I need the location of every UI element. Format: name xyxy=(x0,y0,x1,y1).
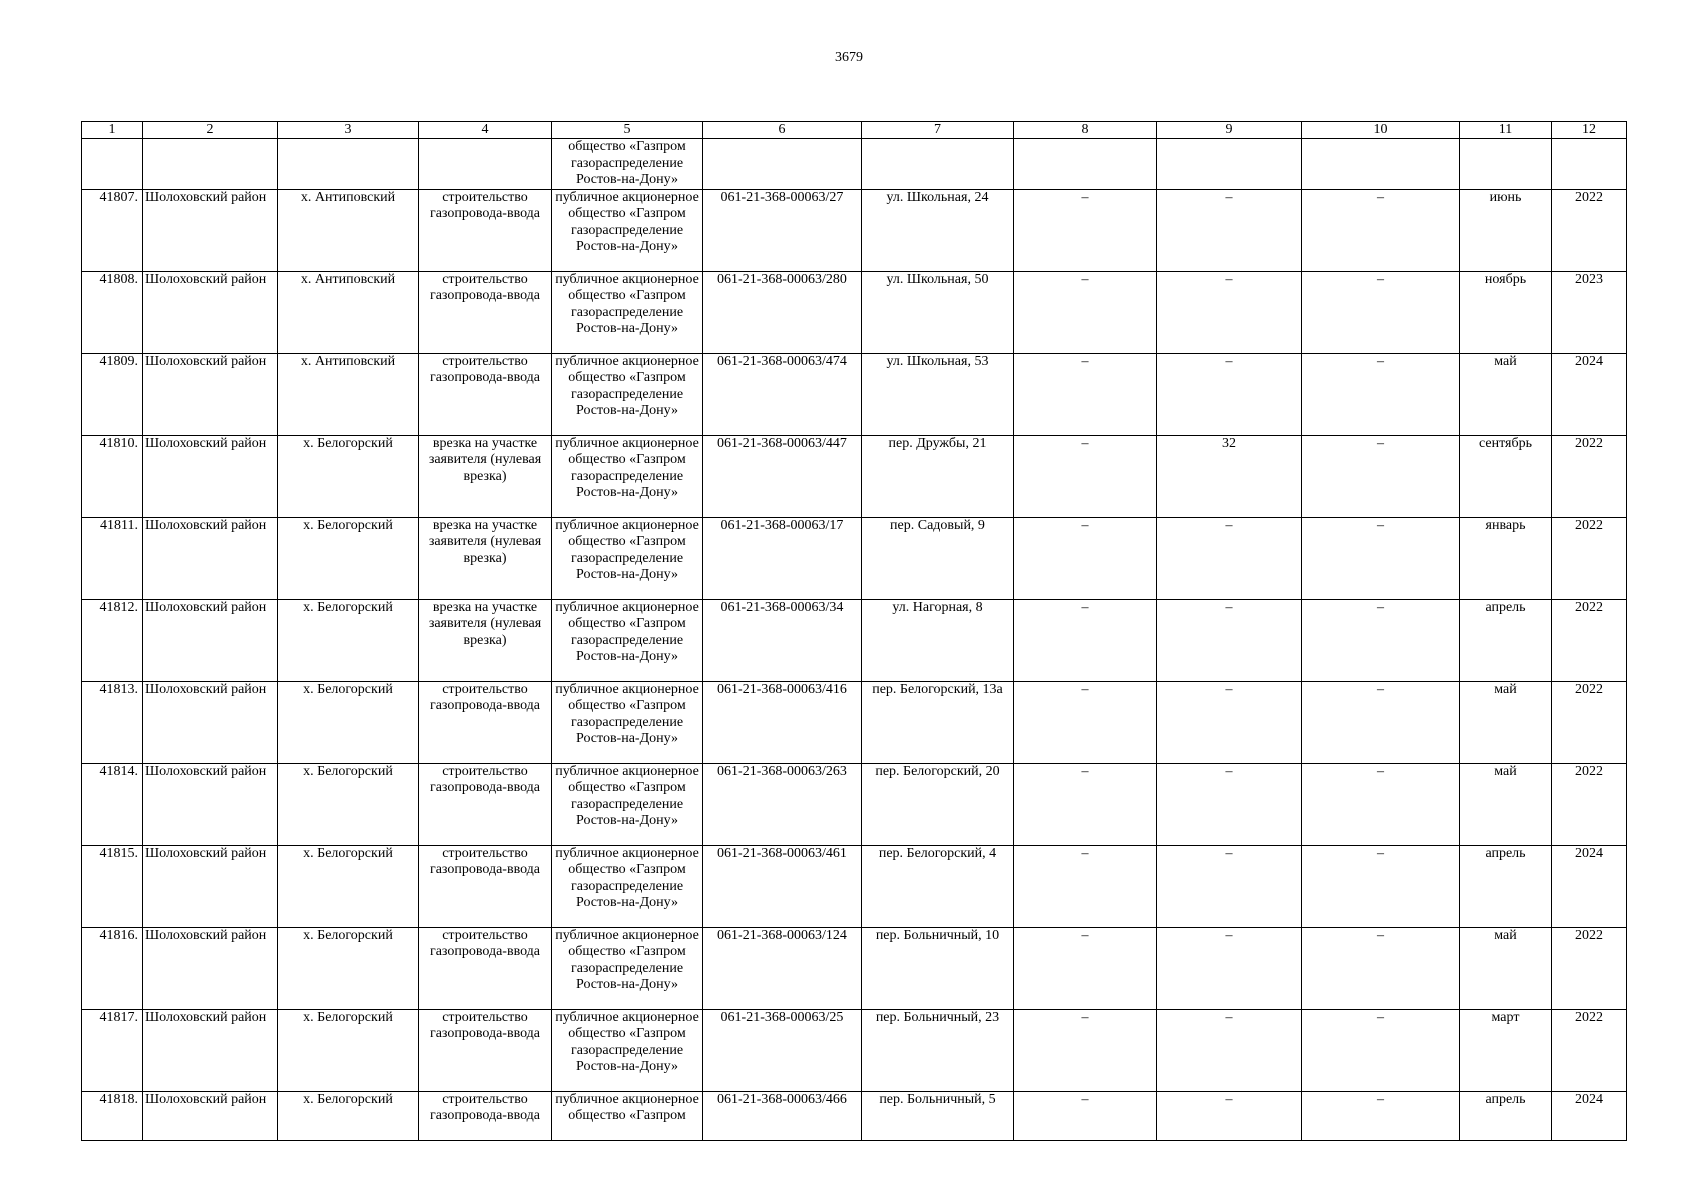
work-type-cell: строительство газопровода-ввода xyxy=(419,1009,552,1091)
table-row xyxy=(82,927,1627,1009)
work-type-cell: строительство газопровода-ввода xyxy=(419,189,552,271)
column-header: 2 xyxy=(143,122,278,139)
table-cell xyxy=(1157,139,1302,190)
table-row xyxy=(82,517,1627,599)
column-10-cell: – xyxy=(1302,1091,1460,1140)
column-header: 10 xyxy=(1302,122,1460,139)
address-cell: пер. Больничный, 23 xyxy=(862,1009,1014,1091)
table-cell xyxy=(1460,139,1552,190)
district-cell: Шолоховский район xyxy=(143,927,278,1009)
address-cell: ул. Школьная, 53 xyxy=(862,353,1014,435)
column-8-cell: – xyxy=(1014,435,1157,517)
column-8-cell: – xyxy=(1014,1009,1157,1091)
column-8-cell: – xyxy=(1014,681,1157,763)
table-row xyxy=(82,1009,1627,1091)
locality-cell: х. Белогорский xyxy=(278,435,419,517)
table-row xyxy=(82,763,1627,845)
address-cell: ул. Школьная, 50 xyxy=(862,271,1014,353)
table-body xyxy=(82,122,1627,1141)
table-cell xyxy=(1014,139,1157,190)
work-type-cell: врезка на участке заявителя (нулевая врезка) xyxy=(419,599,552,681)
table-row xyxy=(82,599,1627,681)
organization-cell: публичное акционерное общество «Газпром газораспределение Ростов-на-Дону» xyxy=(552,189,703,271)
address-cell: пер. Белогорский, 20 xyxy=(862,763,1014,845)
column-10-cell: – xyxy=(1302,763,1460,845)
code-cell: 061-21-368-00063/280 xyxy=(703,271,862,353)
column-number-row xyxy=(82,122,1627,139)
district-cell: Шолоховский район xyxy=(143,845,278,927)
column-8-cell: – xyxy=(1014,189,1157,271)
district-cell: Шолоховский район xyxy=(143,353,278,435)
column-8-cell: – xyxy=(1014,845,1157,927)
year-cell: 2022 xyxy=(1552,435,1627,517)
column-8-cell: – xyxy=(1014,271,1157,353)
organization-cell: публичное акционерное общество «Газпром газораспределение Ростов-на-Дону» xyxy=(552,353,703,435)
code-cell: 061-21-368-00063/25 xyxy=(703,1009,862,1091)
code-cell: 061-21-368-00063/466 xyxy=(703,1091,862,1140)
month-cell: май xyxy=(1460,763,1552,845)
year-cell: 2023 xyxy=(1552,271,1627,353)
work-type-cell: строительство газопровода-ввода xyxy=(419,763,552,845)
work-type-cell: врезка на участке заявителя (нулевая врезка) xyxy=(419,435,552,517)
year-cell: 2022 xyxy=(1552,927,1627,1009)
table-cell xyxy=(143,139,278,190)
code-cell: 061-21-368-00063/17 xyxy=(703,517,862,599)
address-cell: ул. Нагорная, 8 xyxy=(862,599,1014,681)
column-9-cell: – xyxy=(1157,763,1302,845)
column-header: 8 xyxy=(1014,122,1157,139)
column-header: 1 xyxy=(82,122,143,139)
column-8-cell: – xyxy=(1014,599,1157,681)
address-cell: пер. Больничный, 10 xyxy=(862,927,1014,1009)
code-cell: 061-21-368-00063/263 xyxy=(703,763,862,845)
locality-cell: х. Белогорский xyxy=(278,927,419,1009)
column-header: 3 xyxy=(278,122,419,139)
row-number: 41810. xyxy=(82,435,143,517)
month-cell: май xyxy=(1460,353,1552,435)
continuation-row xyxy=(82,139,1627,190)
district-cell: Шолоховский район xyxy=(143,189,278,271)
code-cell: 061-21-368-00063/461 xyxy=(703,845,862,927)
column-header: 7 xyxy=(862,122,1014,139)
code-cell: 061-21-368-00063/474 xyxy=(703,353,862,435)
table-cell xyxy=(703,139,862,190)
code-cell: 061-21-368-00063/447 xyxy=(703,435,862,517)
month-cell: апрель xyxy=(1460,845,1552,927)
column-10-cell: – xyxy=(1302,189,1460,271)
organization-cell: публичное акционерное общество «Газпром газораспределение Ростов-на-Дону» xyxy=(552,517,703,599)
year-cell: 2022 xyxy=(1552,599,1627,681)
year-cell: 2024 xyxy=(1552,353,1627,435)
month-cell: ноябрь xyxy=(1460,271,1552,353)
work-type-cell: строительство газопровода-ввода xyxy=(419,681,552,763)
table-cell: общество «Газпром газораспределение Ростов-на-Дону» xyxy=(552,139,703,190)
locality-cell: х. Антиповский xyxy=(278,271,419,353)
address-cell: пер. Садовый, 9 xyxy=(862,517,1014,599)
table-cell xyxy=(862,139,1014,190)
month-cell: январь xyxy=(1460,517,1552,599)
column-10-cell: – xyxy=(1302,271,1460,353)
row-number: 41807. xyxy=(82,189,143,271)
work-type-cell: строительство газопровода-ввода xyxy=(419,1091,552,1140)
column-10-cell: – xyxy=(1302,681,1460,763)
code-cell: 061-21-368-00063/27 xyxy=(703,189,862,271)
column-9-cell: – xyxy=(1157,927,1302,1009)
organization-cell: публичное акционерное общество «Газпром газораспределение Ростов-на-Дону» xyxy=(552,681,703,763)
year-cell: 2022 xyxy=(1552,189,1627,271)
row-number: 41818. xyxy=(82,1091,143,1140)
organization-cell: публичное акционерное общество «Газпром газораспределение Ростов-на-Дону» xyxy=(552,927,703,1009)
work-type-cell: строительство газопровода-ввода xyxy=(419,927,552,1009)
district-cell: Шолоховский район xyxy=(143,1091,278,1140)
work-type-cell: врезка на участке заявителя (нулевая врезка) xyxy=(419,517,552,599)
row-number: 41811. xyxy=(82,517,143,599)
row-number: 41808. xyxy=(82,271,143,353)
column-10-cell: – xyxy=(1302,435,1460,517)
column-10-cell: – xyxy=(1302,927,1460,1009)
organization-cell: публичное акционерное общество «Газпром газораспределение Ростов-на-Дону» xyxy=(552,435,703,517)
district-cell: Шолоховский район xyxy=(143,681,278,763)
table-row xyxy=(82,189,1627,271)
month-cell: май xyxy=(1460,927,1552,1009)
table-cell xyxy=(82,139,143,190)
month-cell: май xyxy=(1460,681,1552,763)
organization-cell: публичное акционерное общество «Газпром газораспределение Ростов-на-Дону» xyxy=(552,1009,703,1091)
column-10-cell: – xyxy=(1302,599,1460,681)
month-cell: апрель xyxy=(1460,599,1552,681)
district-cell: Шолоховский район xyxy=(143,517,278,599)
code-cell: 061-21-368-00063/416 xyxy=(703,681,862,763)
work-type-cell: строительство газопровода-ввода xyxy=(419,271,552,353)
organization-cell: публичное акционерное общество «Газпром газораспределение Ростов-на-Дону» xyxy=(552,271,703,353)
column-10-cell: – xyxy=(1302,517,1460,599)
column-9-cell: – xyxy=(1157,353,1302,435)
column-8-cell: – xyxy=(1014,1091,1157,1140)
locality-cell: х. Белогорский xyxy=(278,599,419,681)
page-number: 3679 xyxy=(835,50,863,65)
column-8-cell: – xyxy=(1014,763,1157,845)
locality-cell: х. Белогорский xyxy=(278,517,419,599)
column-8-cell: – xyxy=(1014,353,1157,435)
column-header: 12 xyxy=(1552,122,1627,139)
table-row xyxy=(82,681,1627,763)
locality-cell: х. Белогорский xyxy=(278,763,419,845)
year-cell: 2022 xyxy=(1552,517,1627,599)
table-cell xyxy=(419,139,552,190)
year-cell: 2022 xyxy=(1552,681,1627,763)
month-cell: апрель xyxy=(1460,1091,1552,1140)
column-header: 11 xyxy=(1460,122,1552,139)
organization-cell: публичное акционерное общество «Газпром xyxy=(552,1091,703,1140)
table-row xyxy=(82,845,1627,927)
address-cell: ул. Школьная, 24 xyxy=(862,189,1014,271)
month-cell: март xyxy=(1460,1009,1552,1091)
organization-cell: публичное акционерное общество «Газпром газораспределение Ростов-на-Дону» xyxy=(552,763,703,845)
column-9-cell: – xyxy=(1157,599,1302,681)
column-9-cell: – xyxy=(1157,845,1302,927)
organization-cell: публичное акционерное общество «Газпром газораспределение Ростов-на-Дону» xyxy=(552,599,703,681)
column-8-cell: – xyxy=(1014,927,1157,1009)
table-row xyxy=(82,271,1627,353)
column-10-cell: – xyxy=(1302,353,1460,435)
row-number: 41817. xyxy=(82,1009,143,1091)
district-cell: Шолоховский район xyxy=(143,763,278,845)
column-9-cell: – xyxy=(1157,1091,1302,1140)
year-cell: 2024 xyxy=(1552,1091,1627,1140)
address-cell: пер. Белогорский, 4 xyxy=(862,845,1014,927)
address-cell: пер. Больничный, 5 xyxy=(862,1091,1014,1140)
column-header: 6 xyxy=(703,122,862,139)
month-cell: сентябрь xyxy=(1460,435,1552,517)
locality-cell: х. Белогорский xyxy=(278,1009,419,1091)
locality-cell: х. Белогорский xyxy=(278,1091,419,1140)
month-cell: июнь xyxy=(1460,189,1552,271)
year-cell: 2022 xyxy=(1552,1009,1627,1091)
table-cell xyxy=(278,139,419,190)
table-cell xyxy=(1552,139,1627,190)
locality-cell: х. Белогорский xyxy=(278,681,419,763)
column-9-cell: – xyxy=(1157,189,1302,271)
district-cell: Шолоховский район xyxy=(143,1009,278,1091)
column-9-cell: – xyxy=(1157,271,1302,353)
work-type-cell: строительство газопровода-ввода xyxy=(419,845,552,927)
table-row xyxy=(82,353,1627,435)
year-cell: 2024 xyxy=(1552,845,1627,927)
work-type-cell: строительство газопровода-ввода xyxy=(419,353,552,435)
row-number: 41816. xyxy=(82,927,143,1009)
column-9-cell: – xyxy=(1157,681,1302,763)
row-number: 41815. xyxy=(82,845,143,927)
row-number: 41812. xyxy=(82,599,143,681)
column-header: 9 xyxy=(1157,122,1302,139)
column-header: 5 xyxy=(552,122,703,139)
year-cell: 2022 xyxy=(1552,763,1627,845)
row-number: 41813. xyxy=(82,681,143,763)
code-cell: 061-21-368-00063/34 xyxy=(703,599,862,681)
district-cell: Шолоховский район xyxy=(143,599,278,681)
address-cell: пер. Дружбы, 21 xyxy=(862,435,1014,517)
table-row xyxy=(82,1091,1627,1140)
organization-cell: публичное акционерное общество «Газпром газораспределение Ростов-на-Дону» xyxy=(552,845,703,927)
column-9-cell: – xyxy=(1157,1009,1302,1091)
locality-cell: х. Антиповский xyxy=(278,189,419,271)
gas-connection-table xyxy=(81,121,1627,1141)
locality-cell: х. Антиповский xyxy=(278,353,419,435)
address-cell: пер. Белогорский, 13а xyxy=(862,681,1014,763)
column-10-cell: – xyxy=(1302,845,1460,927)
row-number: 41814. xyxy=(82,763,143,845)
column-10-cell: – xyxy=(1302,1009,1460,1091)
code-cell: 061-21-368-00063/124 xyxy=(703,927,862,1009)
row-number: 41809. xyxy=(82,353,143,435)
column-9-cell: 32 xyxy=(1157,435,1302,517)
table-row xyxy=(82,435,1627,517)
table-cell xyxy=(1302,139,1460,190)
district-cell: Шолоховский район xyxy=(143,435,278,517)
column-8-cell: – xyxy=(1014,517,1157,599)
locality-cell: х. Белогорский xyxy=(278,845,419,927)
column-9-cell: – xyxy=(1157,517,1302,599)
column-header: 4 xyxy=(419,122,552,139)
district-cell: Шолоховский район xyxy=(143,271,278,353)
